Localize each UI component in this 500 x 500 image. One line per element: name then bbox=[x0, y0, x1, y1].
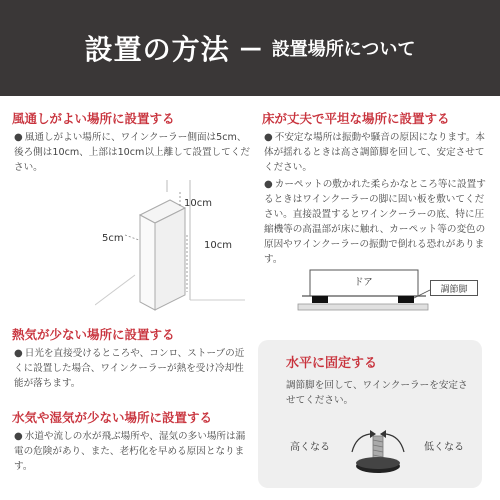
section-title-sturdy-floor: 床が丈夫で平坦な場所に設置する bbox=[262, 111, 450, 126]
label-side-clearance: 5cm bbox=[102, 233, 124, 244]
section-title-level: 水平に固定する bbox=[286, 356, 378, 371]
section-text-ventilation bbox=[14, 130, 252, 175]
bullet-icon: ● bbox=[264, 132, 273, 143]
sturdy-floor-text-2: カーペットの敷かれた柔らかなところ等に設置するときはワインクーラーの脚に固い板を敷いてください。直接設置するとワインクーラーの底、特に圧縮機等の高温部が床に触れ、カーペット等の変色の原因やワインクーラーの振動で倒れる恐れがあります。 bbox=[264, 179, 486, 265]
cooler-side bbox=[155, 208, 185, 310]
bullet-icon: ● bbox=[264, 179, 273, 190]
arrow-arc-right bbox=[386, 434, 404, 452]
adjuster-screw-diagram bbox=[338, 422, 418, 482]
label-adjuster: 調節脚 bbox=[430, 280, 478, 296]
label-back-clearance: 10cm bbox=[204, 240, 232, 251]
ventilation-text: 風通しがよい場所に、ワインクーラー側面は5cm、後ろ側は10cm、上部は10cm以上離して設置してください。 bbox=[14, 132, 250, 173]
page-subtitle: 設置場所について bbox=[271, 39, 416, 60]
adjuster-foot-right bbox=[398, 296, 414, 303]
low-moisture-text: 水道や流しの水が飛ぶ場所や、湿気の多い場所は漏電の危険があり、また、老朽化を早める原因となります。 bbox=[14, 431, 246, 472]
arrow-arc-left bbox=[352, 434, 370, 452]
section-text-low-moisture bbox=[14, 429, 252, 474]
adjuster-foot-left bbox=[312, 296, 328, 303]
label-higher: 高くなる bbox=[290, 442, 330, 453]
bullet-icon: ● bbox=[14, 348, 23, 359]
bullet-icon: ● bbox=[14, 132, 23, 143]
section-text-level: 調節脚を回して、ワインクーラーを安定させてください。 bbox=[286, 380, 468, 406]
low-heat-text: 日光を直接受けるところや、コンロ、ストーブの近くに設置した場合、ワインクーラーが熱を受け冷却性能が落ちます。 bbox=[14, 348, 245, 389]
hard-board bbox=[298, 304, 428, 310]
section-text-low-heat bbox=[14, 346, 252, 391]
cooler-front bbox=[140, 215, 155, 310]
level-panel bbox=[258, 340, 482, 488]
side-clearance-mark bbox=[125, 235, 139, 240]
page-title: 設置の方法 bbox=[84, 33, 230, 66]
section-title-ventilation: 風通しがよい場所に設置する bbox=[12, 111, 175, 126]
floor-line bbox=[95, 275, 135, 305]
label-lower: 低くなる bbox=[424, 442, 464, 453]
page-header bbox=[0, 0, 500, 96]
label-door: ドア bbox=[354, 277, 373, 288]
section-title-low-heat: 熱気が少ない場所に設置する bbox=[12, 327, 175, 342]
adjuster-diagram bbox=[262, 268, 434, 316]
sturdy-floor-text-1: 不安定な場所は振動や騒音の原因になります。本体が揺れるときは高さ調節脚を回して、安定させてください。 bbox=[264, 132, 486, 173]
section-title-low-moisture: 水気や湿気が少ない場所に設置する bbox=[12, 410, 213, 425]
foot-top bbox=[356, 457, 400, 469]
section-text-sturdy-floor bbox=[264, 130, 492, 269]
bullet-icon: ● bbox=[14, 431, 23, 442]
title-dash: — bbox=[239, 35, 262, 61]
label-top-clearance: 10cm bbox=[184, 198, 212, 209]
